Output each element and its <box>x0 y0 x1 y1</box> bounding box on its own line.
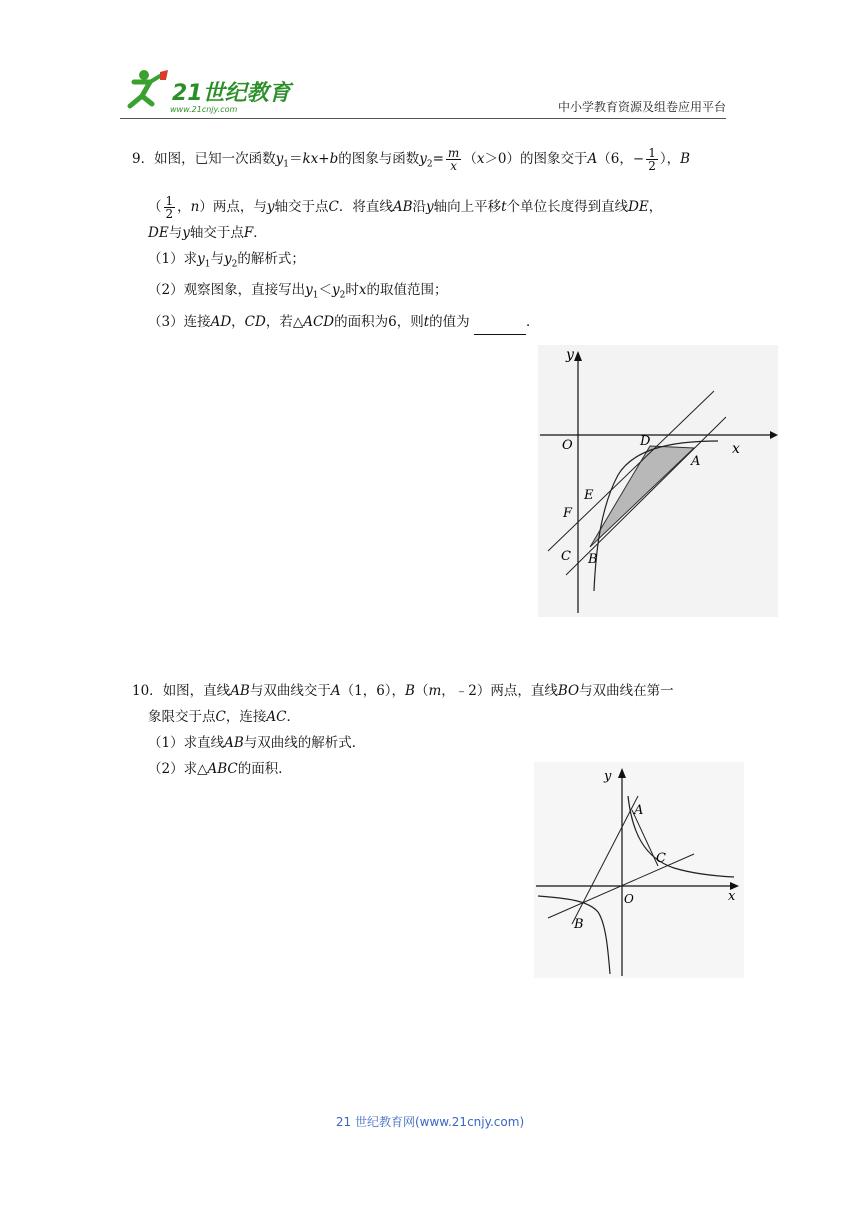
numerator: 1 <box>648 146 656 160</box>
q10-text: （1，6）， <box>340 683 406 699</box>
point-F-label: F <box>563 506 573 521</box>
q9-text: 与 <box>168 224 183 241</box>
q9-text: （ <box>148 198 162 215</box>
q9-text: （ <box>463 151 477 167</box>
var-kx: kx <box>302 151 319 167</box>
q10-text: ，﹣2）两点，直线 <box>441 683 558 699</box>
q10-text: 与双曲线在第一 <box>579 683 674 699</box>
point-A: A <box>587 151 598 167</box>
q9-text: 个单位长度得到直线 <box>506 198 629 215</box>
figure-background <box>534 762 744 978</box>
point-A-label: A <box>691 454 701 469</box>
segment-CD: CD <box>244 314 266 331</box>
figure-10 <box>534 762 744 978</box>
var-b: b <box>329 151 339 167</box>
q9-text: ， <box>648 198 663 215</box>
runner-icon <box>130 70 168 106</box>
q9-text: 时 <box>345 282 359 299</box>
q10-number: 10． <box>132 683 163 699</box>
line-AB: AB <box>224 735 244 751</box>
origin-label: O <box>562 438 573 453</box>
q10-text: ，连接 <box>225 709 267 725</box>
q9-part-1 <box>132 246 742 278</box>
numerator: m <box>447 146 460 160</box>
q9-text: 轴交于点 <box>189 224 244 241</box>
q9-text: （1）求 <box>148 250 198 267</box>
subscript: 1 <box>204 259 211 270</box>
point-C: C <box>215 709 226 725</box>
question-9 <box>132 146 742 335</box>
q9-text: 如图，已知一次函数 <box>154 151 276 167</box>
subscript: 1 <box>312 291 319 302</box>
point-C: C <box>328 198 339 215</box>
triangle-ACD: ACD <box>303 314 335 331</box>
logo-text: 21世纪教育 <box>172 81 291 106</box>
point-D-label: D <box>640 434 651 449</box>
var-y: y <box>305 282 313 299</box>
var-m: m <box>428 683 442 699</box>
q10-text: 与双曲线交于 <box>249 683 331 699</box>
origin-label: O <box>624 892 634 906</box>
q10-text: （1）求直线 <box>148 735 225 751</box>
point-B-label: B <box>574 917 584 932</box>
less-than: ＜ <box>318 282 332 299</box>
line-AB: AB <box>392 198 413 215</box>
q9-text: 的面积为6，则 <box>334 314 424 331</box>
fraction-half <box>646 147 658 172</box>
var-y: y <box>197 250 205 267</box>
platform-title: 中小学教育资源及组卷应用平台 <box>557 100 726 114</box>
page-header <box>120 66 726 119</box>
point-F: F <box>243 224 254 241</box>
q10-text: 如图，直线 <box>162 683 231 699</box>
q10-line-2 <box>132 704 742 730</box>
subscript: 2 <box>231 259 238 270</box>
equals: ＝ <box>288 151 303 167</box>
q9-part-3 <box>132 309 742 335</box>
q10-part-1 <box>132 730 742 756</box>
denominator: x <box>450 159 457 173</box>
fraction-m-over-x <box>446 147 461 172</box>
q9-text: 轴向上平移 <box>433 198 502 215</box>
q9-text: （2）观察图象，直接写出 <box>148 282 306 299</box>
var-y: y <box>419 151 427 167</box>
var-n: n <box>190 198 200 215</box>
q9-text: ＞0）的图象交于 <box>484 151 588 167</box>
q9-text: 的解析式； <box>237 250 305 267</box>
y-axis-label: y <box>566 347 574 363</box>
denominator: 2 <box>648 159 656 173</box>
var-y: y <box>426 198 434 215</box>
var-x: x <box>358 282 367 299</box>
q10-text: ． <box>286 709 300 725</box>
point-B: B <box>405 683 415 699</box>
q9-line-3 <box>132 220 742 246</box>
point-C-label: C <box>656 851 666 866</box>
x-axis-label: x <box>728 889 736 904</box>
q10-text: （2）求△ <box>148 761 208 777</box>
q9-text: 与 <box>210 250 224 267</box>
numerator: 1 <box>165 193 174 208</box>
line-BO: BO <box>557 683 580 699</box>
q10-text: 象限交于点 <box>148 709 216 725</box>
point-B-label: B <box>588 552 598 567</box>
triangle-ABC: ABC <box>207 761 238 777</box>
q9-text: ，若△ <box>265 314 304 331</box>
denominator: 2 <box>165 206 174 221</box>
q10-text: 与双曲线的解析式． <box>243 735 366 751</box>
q9-text: ． <box>253 224 267 241</box>
y-axis-label: y <box>604 769 612 784</box>
q10-text: （ <box>414 683 429 699</box>
figure-9 <box>538 345 778 617</box>
var-t: t <box>423 314 430 331</box>
var-y: y <box>223 250 232 267</box>
var-y: y <box>275 151 284 167</box>
q9-text: 的值为 <box>429 314 470 331</box>
q9-text: （6，− <box>597 151 645 167</box>
q9-number: 9． <box>132 151 155 167</box>
segment-AC: AC <box>266 709 287 725</box>
var-t: t <box>501 198 507 215</box>
line-AB: AB <box>230 683 250 699</box>
var-y: y <box>331 282 340 299</box>
point-A-label: A <box>634 803 644 818</box>
q9-line-2 <box>132 194 742 220</box>
fraction-half <box>164 195 176 220</box>
q9-text: ．将直线 <box>338 198 393 215</box>
q9-text: ． <box>525 314 540 331</box>
point-A: A <box>330 683 341 699</box>
page-footer: 21 世纪教育网(www.21cnjy.com) <box>335 1115 525 1129</box>
q10-line-1 <box>132 678 742 704</box>
logo <box>120 66 300 116</box>
q9-text: （3）连接 <box>148 314 211 331</box>
logo-url: www.21cnjy.com <box>170 105 238 114</box>
point-E-label: E <box>584 488 594 503</box>
q9-text: ， <box>177 198 191 215</box>
point-C-label: C <box>561 549 571 564</box>
line-DE: DE <box>628 198 649 215</box>
q9-line-1 <box>132 146 742 178</box>
var-x: x <box>476 151 485 167</box>
q9-part-2 <box>132 277 742 309</box>
subscript: 1 <box>283 159 289 170</box>
equals: = <box>432 151 444 167</box>
x-axis-label: x <box>732 441 740 457</box>
q9-text: ）两点，与 <box>199 198 267 215</box>
var-y: y <box>182 224 190 241</box>
q9-text: 的图象与函数 <box>338 151 420 167</box>
q9-text: 轴交于点 <box>274 198 329 215</box>
subscript: 2 <box>426 159 433 170</box>
point-B: B <box>680 151 690 167</box>
q9-text: 的取值范围； <box>366 282 448 299</box>
line-DE: DE <box>148 224 169 241</box>
var-y: y <box>266 198 275 215</box>
q9-text: ， <box>231 314 245 331</box>
plus: + <box>318 151 330 167</box>
subscript: 2 <box>339 291 346 302</box>
q9-text: 沿 <box>412 198 426 215</box>
q9-text: ）， <box>659 151 681 167</box>
segment-AD: AD <box>210 314 232 331</box>
answer-blank <box>474 320 526 335</box>
q10-text: 的面积． <box>237 761 292 777</box>
